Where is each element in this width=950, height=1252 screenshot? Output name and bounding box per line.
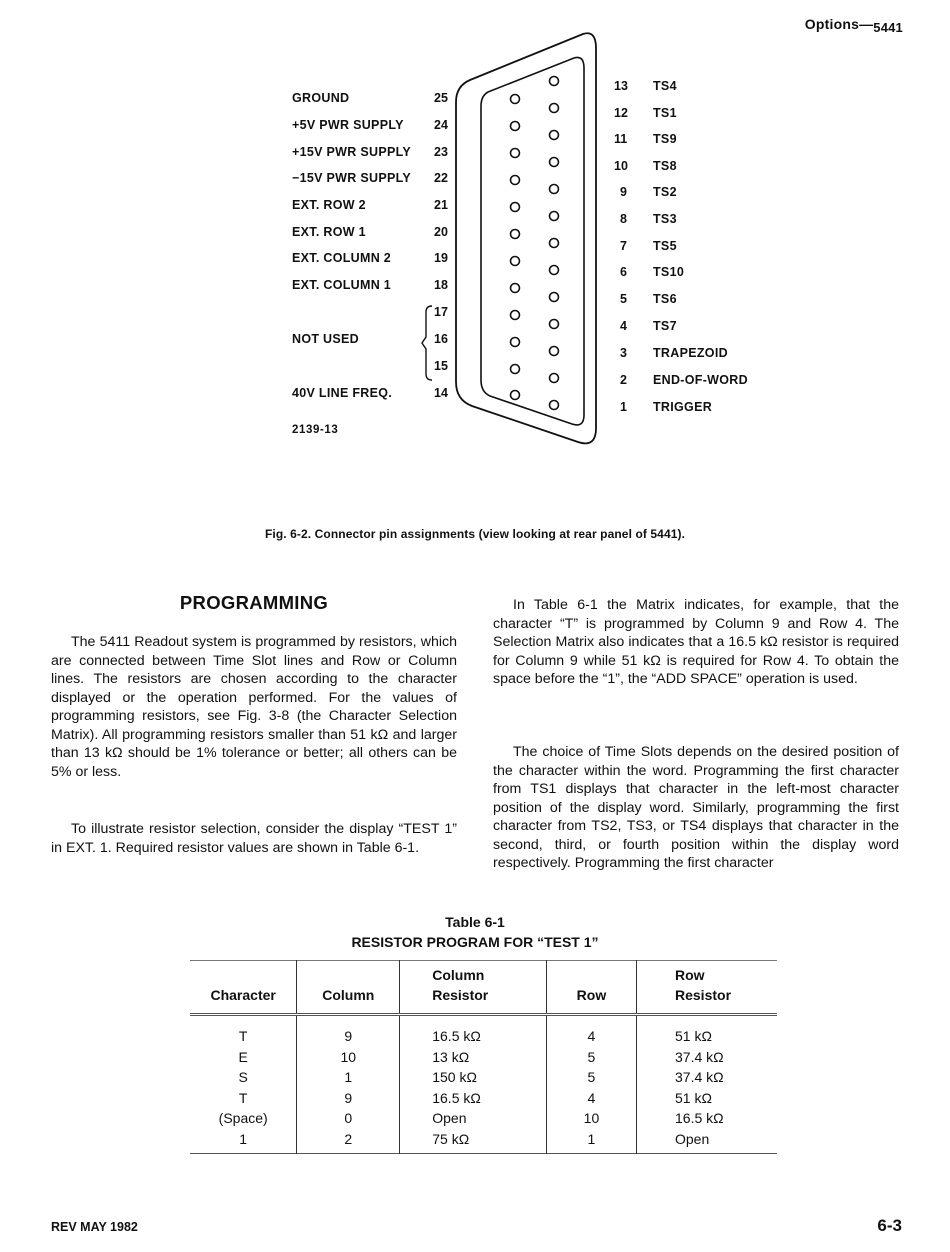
right-pin-number: 8	[620, 212, 627, 226]
header-column: Column	[297, 961, 400, 1015]
right-column-2	[493, 743, 899, 873]
right-pin-label: TRIGGER	[653, 400, 713, 414]
header-row: Row	[546, 961, 636, 1015]
page-number: 6-3	[877, 1216, 902, 1235]
right-pin-label: TRAPEZOID	[653, 346, 728, 360]
table-caption: RESISTOR PROGRAM FOR “TEST 1”	[351, 934, 599, 950]
left-pin-label: EXT. COLUMN 1	[292, 278, 392, 292]
header-character: Character	[210, 987, 276, 1003]
left-pin-label: EXT. ROW 1	[292, 225, 366, 239]
right-pin-label: TS9	[653, 132, 677, 146]
paragraph: The choice of Time Slots depends on the desired position of the character within the word. Programming the first character from TS1 displays that character in the left-most character position of the display word. Similarly, programming the first character from TS2, TS3, or TS4 displays that character in the second, third, or fourth position within the display word respectively. Programming the first character	[493, 744, 899, 871]
left-pin-number: 17	[434, 305, 448, 319]
left-pin-number: 14	[434, 386, 448, 400]
table-number: Table 6-1	[445, 914, 505, 930]
revision-date: REV MAY 1982	[51, 1220, 138, 1234]
table-row: (Space) 0 Open 10 16.5 kΩ	[190, 1108, 777, 1129]
right-pin-label: TS7	[653, 319, 677, 333]
right-pin-label: END-OF-WORD	[653, 373, 748, 387]
table-row: E 10 13 kΩ 5 37.4 kΩ	[190, 1047, 777, 1068]
resistor-table	[190, 960, 777, 1154]
left-pin-number: 23	[434, 145, 448, 159]
right-pin-number: 3	[620, 346, 627, 360]
left-pin-label: 40V LINE FREQ.	[292, 386, 393, 400]
right-pin-number: 7	[620, 239, 627, 253]
page-header	[805, 16, 903, 35]
left-pin-label: GROUND	[292, 91, 350, 105]
header-model: 5441	[873, 20, 903, 35]
right-pin-label: TS5	[653, 239, 677, 253]
right-pin-label: TS10	[653, 265, 685, 279]
right-pin-number: 1	[620, 400, 627, 414]
right-pin-label: TS6	[653, 292, 677, 306]
section-heading: PROGRAMMING	[179, 592, 329, 613]
paragraph: In Table 6-1 the Matrix indicates, for example, that the character “T” is programmed by Column 9 and Row 4. The Selection Matrix also indicates that a 16.5 kΩ resistor is required for Column 9 while 51 kΩ is required for Row 4. To obtain the space before the “1”, the “ADD SPACE” operation is used.	[493, 597, 899, 687]
right-column	[493, 596, 899, 689]
db25-connector-icon	[450, 30, 610, 455]
left-pin-label: EXT. ROW 2	[292, 198, 366, 212]
table-row: T 9 16.5 kΩ 4 51 kΩ	[190, 1015, 777, 1047]
right-pin-label: TS1	[653, 106, 677, 120]
left-pin-number: 22	[434, 171, 448, 185]
table-title	[0, 912, 950, 952]
right-pin-number: 13	[614, 79, 628, 93]
right-pin-number: 4	[620, 319, 627, 333]
left-pin-number: 21	[434, 198, 448, 212]
figure-caption: Fig. 6-2. Connector pin assignments (view looking at rear panel of 5441).	[264, 527, 686, 541]
left-pin-number: 25	[434, 91, 448, 105]
left-pin-number: 18	[434, 278, 448, 292]
right-pin-label: TS3	[653, 212, 677, 226]
left-pin-label: NOT USED	[292, 332, 359, 346]
bracket-icon	[420, 304, 434, 382]
table-row: S 1 150 kΩ 5 37.4 kΩ	[190, 1067, 777, 1088]
left-pin-number: 19	[434, 251, 448, 265]
table-row: T 9 16.5 kΩ 4 51 kΩ	[190, 1088, 777, 1109]
right-pin-number: 6	[620, 265, 627, 279]
left-pin-number: 16	[434, 332, 448, 346]
left-pin-number: 24	[434, 118, 448, 132]
figure-number: 2139-13	[292, 424, 339, 436]
right-pin-number: 10	[614, 159, 628, 173]
connector-pins	[511, 77, 559, 410]
left-pin-label: +5V PWR SUPPLY	[292, 118, 404, 132]
left-column-2	[51, 820, 457, 857]
right-pin-label: TS8	[653, 159, 677, 173]
table-row: 1 2 75 kΩ 1 Open	[190, 1129, 777, 1154]
left-pin-label: EXT. COLUMN 2	[292, 251, 392, 265]
right-pin-label: TS2	[653, 185, 677, 199]
left-pin-number: 20	[434, 225, 448, 239]
table-header-row	[190, 961, 777, 1015]
right-pin-number: 12	[614, 106, 628, 120]
header-column-resistor: Column Resistor	[400, 961, 547, 1015]
right-pin-number: 2	[620, 373, 627, 387]
left-pin-label: +15V PWR SUPPLY	[292, 145, 412, 159]
paragraph: The 5411 Readout system is programmed by resistors, which are connected between Time Slot lines and Row or Column lines. The resistors are chosen according to the character displayed or the operation performed. For the values of programming resistors, see Fig. 3-8 (the Character Selection Matrix). All programming resistors smaller than 51 kΩ and larger than 13 kΩ should be 1% tolerance or better; all others can be 5% or less.	[51, 634, 457, 780]
left-column	[51, 633, 457, 781]
left-pin-number: 15	[434, 359, 448, 373]
right-pin-number: 11	[614, 132, 628, 146]
paragraph: To illustrate resistor selection, consider the display “TEST 1” in EXT. 1. Required resistor values are shown in Table 6-1.	[51, 821, 457, 856]
header-prefix: Options—	[804, 16, 874, 32]
left-pin-label: −15V PWR SUPPLY	[292, 171, 412, 185]
right-pin-number: 9	[620, 185, 627, 199]
right-pin-number: 5	[620, 292, 627, 306]
right-pin-label: TS4	[653, 79, 677, 93]
header-row-resistor: Row Resistor	[637, 961, 778, 1015]
